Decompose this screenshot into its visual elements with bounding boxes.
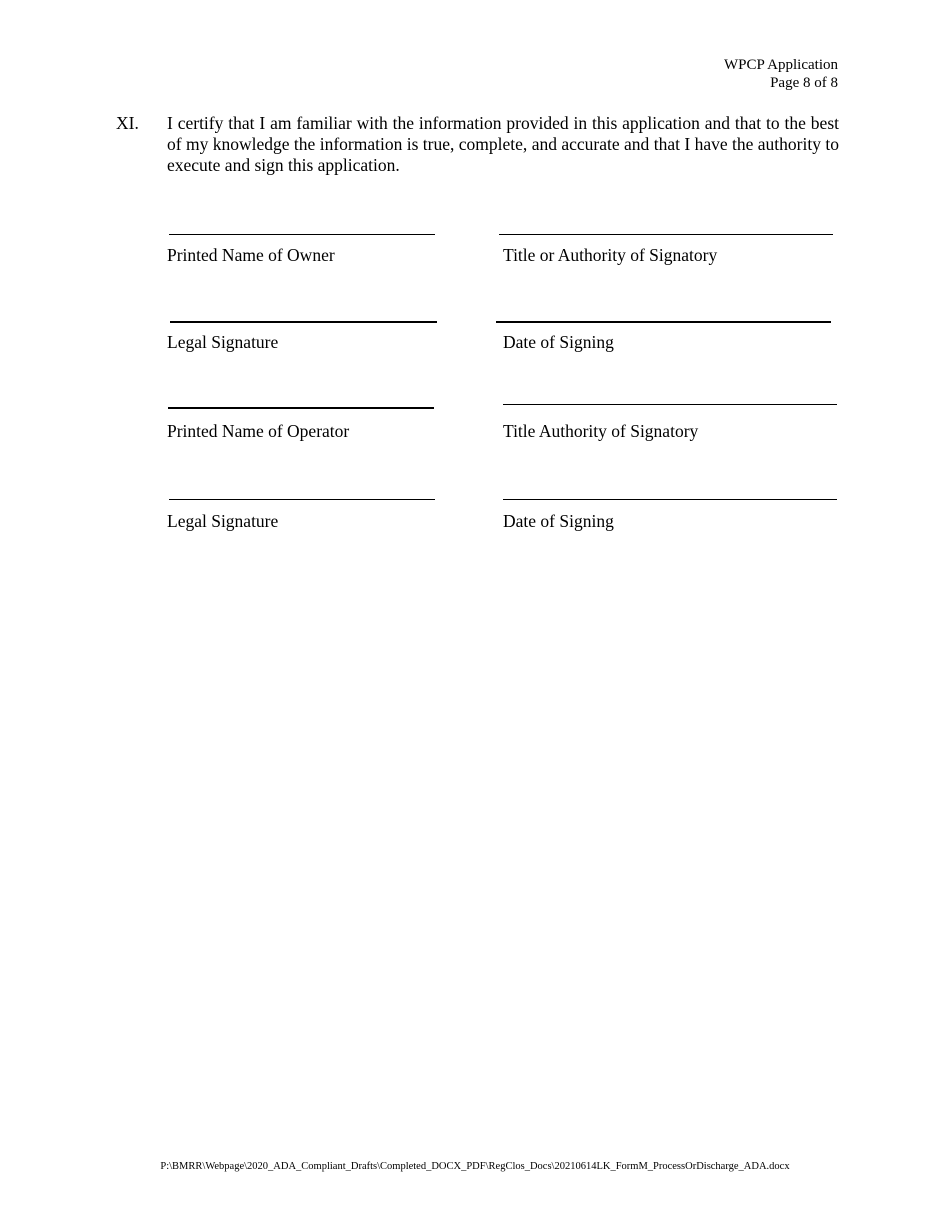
section-number: XI. [116,113,139,133]
owner-printed-name-line[interactable] [169,234,435,235]
operator-date-label: Date of Signing [503,511,614,531]
owner-legal-signature-label: Legal Signature [167,332,279,352]
operator-printed-name-line[interactable] [168,407,434,409]
owner-title-label: Title or Authority of Signatory [503,245,718,265]
owner-legal-signature-line[interactable] [170,321,437,323]
operator-printed-name-label: Printed Name of Operator [167,421,350,441]
owner-printed-name-label: Printed Name of Owner [167,245,335,265]
owner-date-line[interactable] [496,321,831,323]
operator-legal-signature-line[interactable] [169,499,435,500]
footer-file-path: P:\BMRR\Webpage\2020_ADA_Compliant_Drafts\Completed_DOCX_PDF\RegClos_Docs\20210614LK_FormM_ProcessOrDischarge_ADA.docx [160,1161,790,1172]
header-title: WPCP Application [723,57,838,73]
header-page-number: Page 8 of 8 [770,75,838,91]
operator-legal-signature-label: Legal Signature [167,511,279,531]
certification-statement: I certify that I am familiar with the information provided in this application and that to the best of my knowledge the information is true, complete, and accurate and that I have the authority to execute and sign this application. [167,113,839,175]
operator-date-line[interactable] [503,499,837,500]
operator-title-label: Title Authority of Signatory [503,421,699,441]
owner-date-label: Date of Signing [503,332,614,352]
owner-title-line[interactable] [499,234,833,235]
operator-title-line[interactable] [503,404,837,405]
page-header [724,56,838,92]
